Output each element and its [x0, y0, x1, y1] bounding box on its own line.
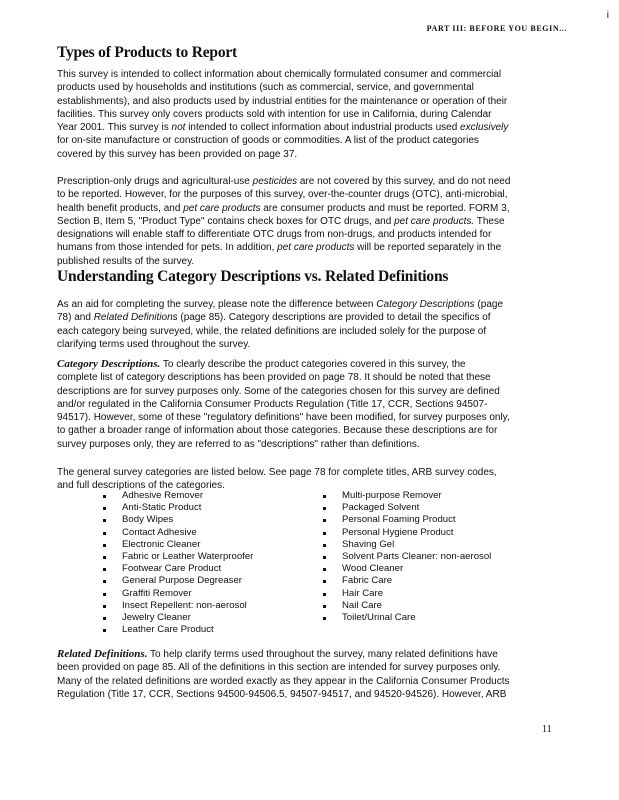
text-line [57, 411, 510, 424]
text-run: published results of the survey. [57, 255, 195, 267]
text-run: As an aid for completing the survey, please note the difference between [57, 299, 377, 310]
paragraph-general-categories [57, 466, 497, 493]
paragraph-category-descriptions [57, 358, 510, 451]
text-line [57, 358, 510, 371]
text-line [57, 81, 508, 94]
category-list-right [318, 490, 491, 624]
category-item: Shaving Gel [318, 539, 491, 551]
paragraph-aid-intro [57, 298, 503, 351]
text-line [57, 385, 510, 398]
text-line [57, 424, 510, 437]
text-run: To clearly describe the product categories covered in this survey, the [160, 359, 466, 370]
text-line [57, 255, 510, 268]
category-item: Fabric Care [318, 575, 491, 587]
heading-category-vs-definitions: Understanding Category Descriptions vs. Related Definitions [57, 268, 449, 285]
text-run: products used by households and institutions (such as commercial, service, and governmental [57, 82, 474, 94]
category-item: Fabric or Leather Waterproofer [98, 551, 253, 563]
category-item: Body Wipes [98, 514, 253, 526]
text-run: complete list of category descriptions has been provided on page 78. It should be noted that these [57, 372, 491, 384]
text-line [57, 175, 510, 188]
category-item: Graffiti Remover [98, 588, 253, 600]
paragraph-excluded-products [57, 175, 510, 268]
text-line [57, 188, 510, 201]
italic-term: pet care products. [394, 215, 475, 227]
text-line [57, 371, 510, 384]
category-item: General Purpose Degreaser [98, 575, 253, 587]
text-line [57, 398, 510, 411]
category-item: Wood Cleaner [318, 563, 491, 575]
category-item: Contact Adhesive [98, 527, 253, 539]
text-run: and/or regulated in the California Consumer Products Regulation (Title 17, CCR, Sections 94507- [57, 398, 488, 410]
text-run: humans from those intended for pets. In addition, [57, 242, 278, 254]
run-in-heading: Category Descriptions. [57, 358, 161, 370]
run-in-heading: Related Definitions. [57, 648, 148, 660]
text-run: facilities. This survey only covers products sold with intention for use in California, during Calendar [57, 108, 492, 120]
text-line [57, 688, 509, 701]
text-run: This survey is intended to collect information about chemically formulated consumer and commercial [57, 69, 502, 80]
text-run: for on-site manufacture or construction of goods or commodities. A list of the product categories [57, 135, 479, 147]
paragraph-related-definitions [57, 648, 509, 701]
page-number: 11 [542, 724, 552, 735]
text-line [57, 68, 508, 81]
category-item: Leather Care Product [98, 624, 253, 636]
text-line [57, 325, 503, 338]
italic-term: pesticides [252, 176, 298, 187]
text-run: 78) and [57, 312, 94, 324]
category-list-left [98, 490, 253, 636]
text-line [57, 438, 510, 451]
text-run: health benefit products, and [57, 202, 184, 214]
text-run: been provided on page 85. All of the definitions in this section are intended for survey purposes only. [57, 662, 501, 674]
text-run: To help clarify terms used throughout the survey, many related definitions have [147, 649, 498, 660]
text-line [57, 675, 509, 688]
category-item: Anti-Static Product [98, 502, 253, 514]
text-line [57, 215, 510, 228]
text-run: Many of the related definitions are worded exactly as they appear in the California Consumer Products [57, 675, 510, 687]
category-item: Toilet/Urinal Care [318, 612, 491, 624]
category-item: Hair Care [318, 588, 491, 600]
paragraph-survey-intent [57, 68, 508, 161]
text-run: clarifying terms used throughout the survey. [57, 338, 251, 350]
text-run: to be reported. However, for the purposes of this survey, over-the-counter drugs (OTC), anti-microbial, [57, 189, 508, 201]
text-run: descriptions are for survey purposes only. Some of the categories chosen for this survey are defined [57, 385, 500, 397]
text-run: Section B, Item 5, "Product Type" contains check boxes for OTC drugs, and [57, 215, 395, 227]
text-run: designations will enable staff to differentiate OTC drugs from non-drugs, and products intended for [57, 229, 492, 241]
text-line [57, 95, 508, 108]
text-run: 94517). However, some of these "regulatory definitions" have been modified, for survey purposes only, [57, 412, 510, 424]
category-item: Multi-purpose Remover [318, 490, 491, 502]
corner-mark: i [606, 10, 609, 21]
italic-term: Category Descriptions [376, 299, 475, 310]
text-line [57, 241, 510, 254]
text-run: The general survey categories are listed below. See page 78 for complete titles, ARB survey codes, [57, 467, 497, 478]
category-item: Electronic Cleaner [98, 539, 253, 551]
text-run: will be reported separately in the [354, 242, 502, 254]
category-item: Solvent Parts Cleaner: non-aerosol [318, 551, 491, 563]
category-item: Nail Care [318, 600, 491, 612]
text-run: establishments), and also products used by industrial entities for the maintenance or operation of their [57, 95, 508, 107]
category-item: Personal Hygiene Product [318, 527, 491, 539]
text-line [57, 311, 503, 324]
heading-types-of-products: Types of Products to Report [57, 44, 238, 61]
italic-term: pet care products [277, 242, 355, 254]
text-line [57, 648, 509, 661]
text-line [57, 338, 503, 351]
text-line [57, 121, 508, 134]
text-run: intended to collect information about industrial products used [185, 122, 461, 134]
text-run: Regulation (Title 17, CCR, Sections 94500-94506.5, 94507-94517, and 94520-94526). However, ARB [57, 688, 507, 700]
text-line [57, 148, 508, 161]
italic-term: pet care products [183, 202, 261, 214]
text-run: (page 85). Category descriptions are provided to detail the specifics of [177, 312, 491, 324]
text-run: are consumer products and must be reported. FORM 3, [260, 202, 510, 214]
text-line [57, 108, 508, 121]
text-run: These [474, 215, 505, 227]
text-run: and full descriptions of the categories. [57, 480, 225, 492]
text-run: to gather a broader range of information about those categories. Because these descriptions are for [57, 425, 498, 437]
category-item: Adhesive Remover [98, 490, 253, 502]
text-run: covered by this survey has been provided on page 37. [57, 148, 298, 160]
text-run: each category being surveyed, while, the related definitions are included solely for the purpose of [57, 325, 487, 337]
text-line [57, 298, 503, 311]
text-run: (page [474, 299, 504, 310]
text-run: are not covered by this survey, and do not need [297, 176, 511, 187]
text-line [57, 134, 508, 147]
category-item: Packaged Solvent [318, 502, 491, 514]
category-item: Jewelry Cleaner [98, 612, 253, 624]
running-header: PART III: BEFORE YOU BEGIN... [426, 24, 567, 33]
text-line [57, 228, 510, 241]
text-run: Year 2001. This survey is [57, 122, 172, 134]
category-item: Personal Foaming Product [318, 514, 491, 526]
text-line [57, 466, 497, 479]
italic-term: Related Definitions [93, 312, 178, 324]
category-item: Insect Repellent: non-aerosol [98, 600, 253, 612]
italic-term: exclusively [460, 122, 509, 134]
text-line [57, 202, 510, 215]
text-run: survey purposes only, they are referred to as "descriptions" rather than definitions. [57, 438, 420, 450]
italic-term: not [171, 122, 186, 134]
text-line [57, 661, 509, 674]
category-item: Footwear Care Product [98, 563, 253, 575]
text-run: Prescription-only drugs and agricultural-use [57, 176, 253, 187]
